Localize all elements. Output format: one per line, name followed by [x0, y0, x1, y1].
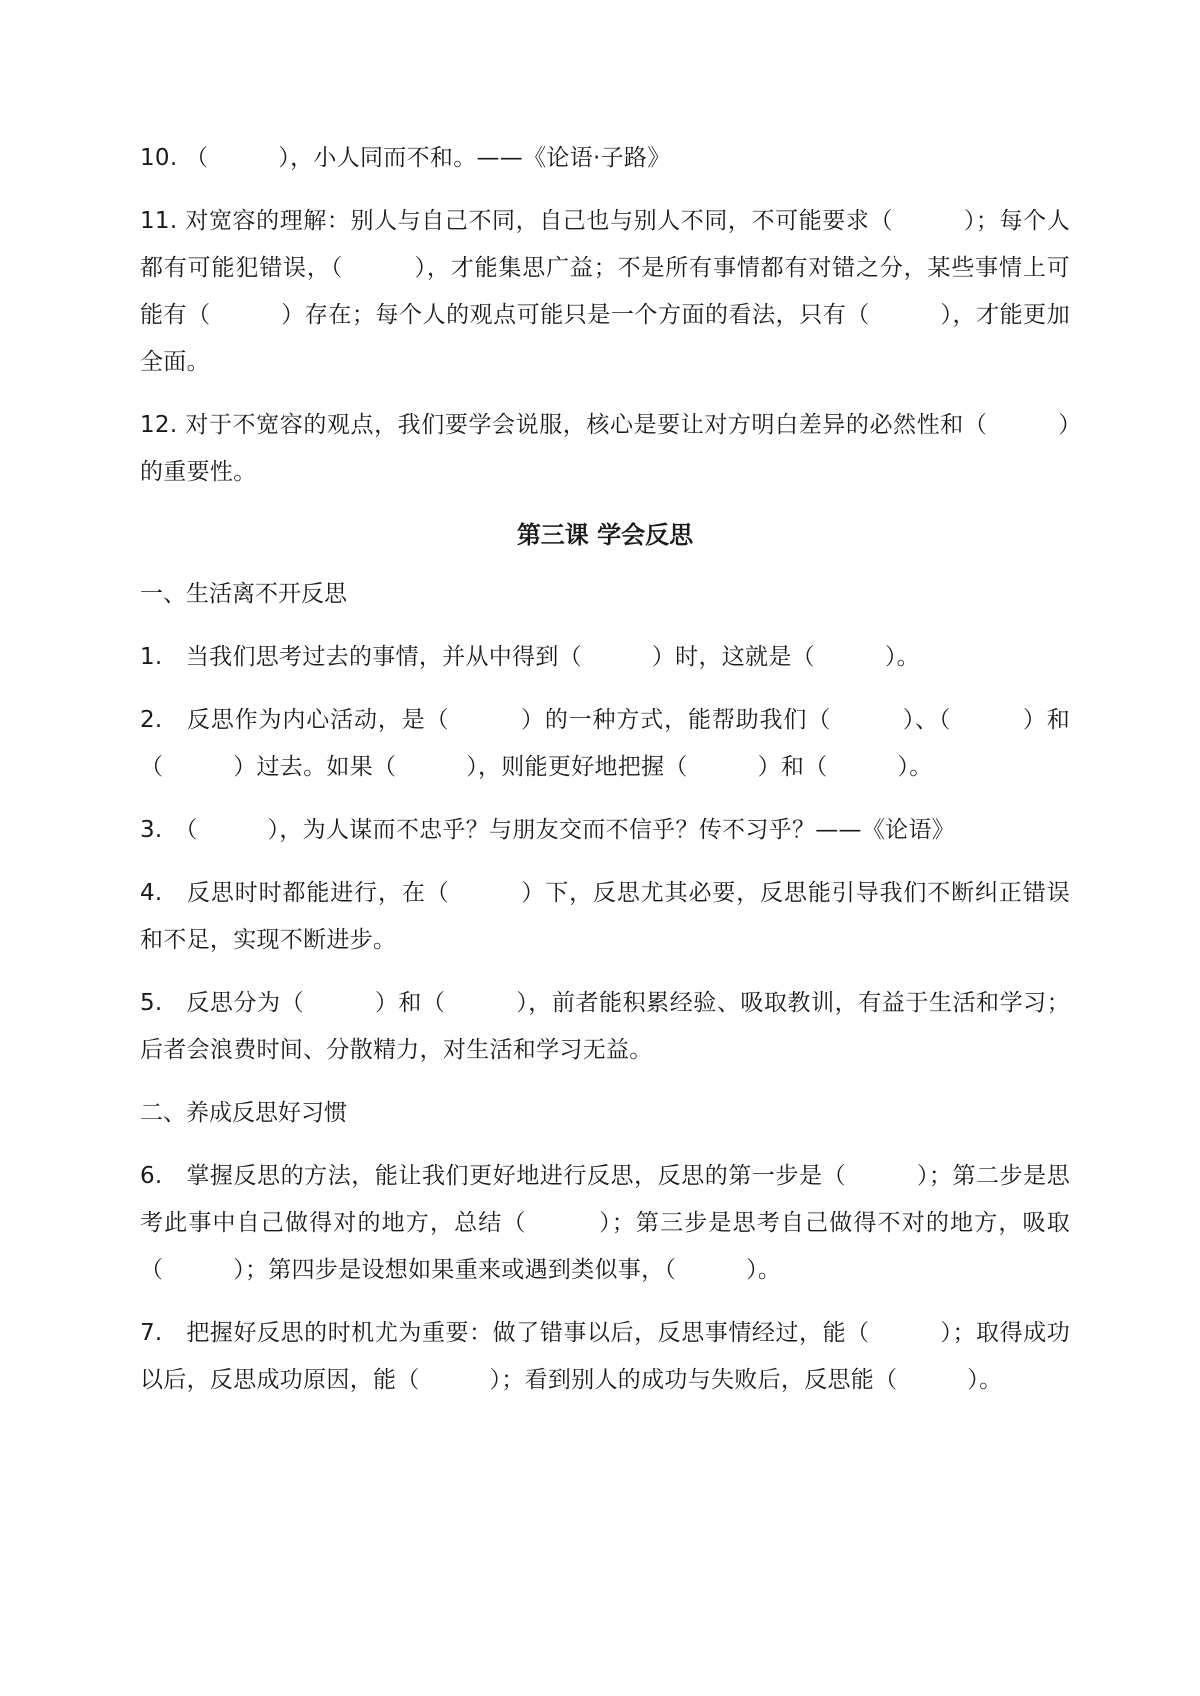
lesson-title: 第三课 学会反思 — [516, 521, 694, 549]
document-content — [140, 135, 1070, 1420]
section1-question-5: 5. 反思分为（ ）和（ ），前者能积累经验、吸取教训，有益于生活和学习；后者会浪费时间、分散精力，对生活和学习无益。 — [140, 990, 1070, 1063]
section-heading-1: 一、生活离不开反思 — [140, 581, 347, 607]
section-heading-2: 二、养成反思好习惯 — [140, 1100, 347, 1126]
section2-question-7: 7. 把握好反思的时机尤为重要：做了错事以后，反思事情经过，能（ ）；取得成功以后，反思成功原因，能（ ）；看到别人的成功与失败后，反思能（ ）。 — [140, 1320, 1070, 1393]
section2-question-6: 6. 掌握反思的方法，能让我们更好地进行反思，反思的第一步是（ ）；第二步是思考此事中自己做得对的地方，总结（ ）；第三步是思考自己做得不对的地方，吸取（ ）；第四步是设想如果重来或遇到类似事，（ ）。 — [140, 1163, 1070, 1283]
section1-question-1: 1. 当我们思考过去的事情，并从中得到（ ）时，这就是（ ）。 — [140, 644, 920, 670]
question-10: 10. （ ），小人同而不和。——《论语·子路》 — [140, 145, 671, 171]
section1-question-3: 3. （ ），为人谋而不忠乎？与朋友交而不信乎？传不习乎？——《论语》 — [140, 817, 956, 843]
section1-question-4: 4. 反思时时都能进行，在（ ）下，反思尤其必要，反思能引导我们不断纠正错误和不足，实现不断进步。 — [140, 880, 1070, 953]
question-11: 11. 对宽容的理解：别人与自己不同，自己也与别人不同，不可能要求（ ）；每个人都有可能犯错误，（ ），才能集思广益；不是所有事情都有对错之分，某些事情上可能有（ ）存在；每个人的观点可能只是一个方面的看法，只有（ ），才能更加全面。 — [140, 208, 1070, 375]
section1-question-2: 2. 反思作为内心活动，是（ ）的一种方式，能帮助我们（ ）、（ ）和（ ）过去。如果（ ），则能更好地把握（ ）和（ ）。 — [140, 707, 1070, 780]
question-12: 12. 对于不宽容的观点，我们要学会说服，核心是要让对方明白差异的必然性和（ ）的重要性。 — [140, 412, 1070, 485]
